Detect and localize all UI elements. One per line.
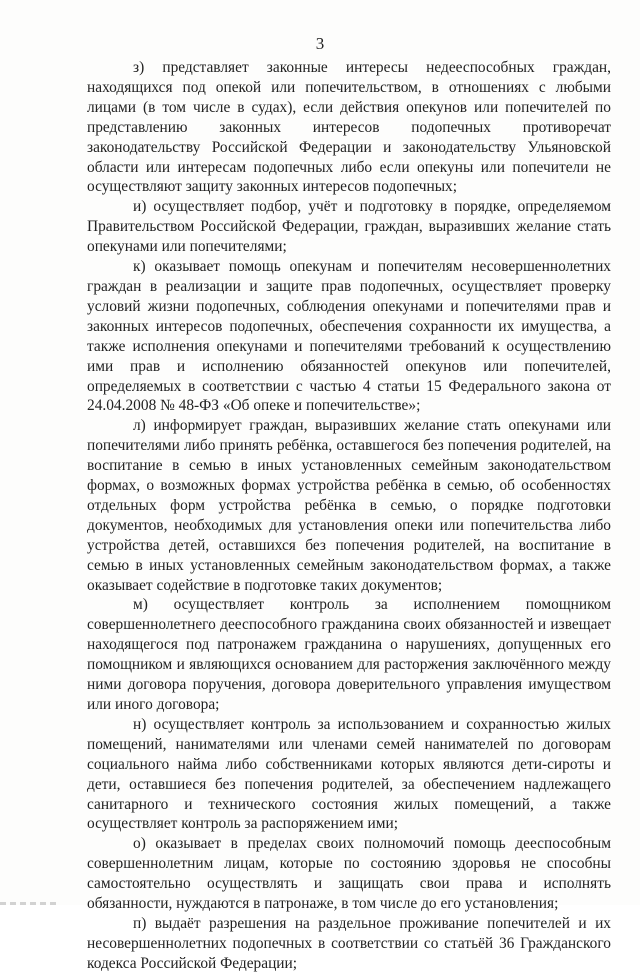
- paragraph-p: п) выдаёт разрешения на раздельное проживание попечителей и их несовершеннолетних подопечных в соответствии со статьёй 36 Гражданского кодекса Российской Федерации;: [87, 914, 611, 972]
- paragraph-z: з) представляет законные интересы недееспособных граждан, находящихся под опекой или попечительством, в отношениях с любыми лицами (в том числе в судах), если действия опекунов или попечителей по представлению законных интересов подопечных противоречат законодательству Российской Федерации и законодательству Ульяновской области или интересам подопечных либо если опекуны или попечители не осуществляют защиту законных интересов подопечных;: [87, 59, 611, 196]
- paragraph-o: о) оказывает в пределах своих полномочий помощь дееспособным совершеннолетним лицам, которые по состоянию здоровья не способны самостоятельно осуществлять и защищать свои права и исполнять обязанности, нуждаются в патронаже, в том числе до его установления;: [87, 835, 611, 913]
- paragraph-k: к) оказывает помощь опекунам и попечителям несовершеннолетних граждан в реализации и защите прав подопечных, осуществляет проверку условий жизни подопечных, соблюдения опекунами и попечителями прав и законных интересов подопечных, обеспечения сохранности их имущества, а также исполнения опекунами и попечителями требований к осуществлению ими прав и исполнению обязанностей опекунов или попечителей, определяемых в соответствии с частью 4 статьи 15 Федерального закона от 24.04.2008 № 48-ФЗ «Об опеке и попечительстве»;: [87, 258, 611, 415]
- document-body: [87, 58, 611, 974]
- paragraph-i: и) осуществляет подбор, учёт и подготовку в порядке, определяемом Правительством Российской Федерации, граждан, выразивших желание стать опекунами или попечителями;: [87, 198, 611, 256]
- paragraph-l: л) информирует граждан, выразивших желание стать опекунами или попечителями либо принять ребёнка, оставшегося без попечения родителей, на воспитание в семью в иных установленных семейным законодательством формах, о возможных формах устройства ребёнка в семью, об особенностях отдельных форм устройства ребёнка в семью, о порядке подготовки документов, необходимых для установления опеки или попечительства либо устройства детей, оставшихся без попечения родителей, на воспитание в семью в иных установленных семейным законодательством формах, а также оказывает содействие в подготовке таких документов;: [87, 417, 611, 594]
- page-number: 3: [315, 34, 325, 53]
- paragraph-m: м) осуществляет контроль за исполнением помощником совершеннолетнего дееспособного гражданина своих обязанностей и извещает находящегося под патронажем гражданина о нарушениях, допущенных его помощником и являющихся основанием для расторжения заключённого между ними договора поручения, договора доверительного управления имуществом или иного договора;: [87, 596, 611, 713]
- paragraph-n: н) осуществляет контроль за использованием и сохранностью жилых помещений, нанимателями или членами семей нанимателей по договорам социального найма либо собственниками которых являются дети-сироты и дети, оставшиеся без попечения родителей, за обеспечением надлежащего санитарного и технического состояния жилых помещений, а также осуществляет контроль за распоряжением ими;: [87, 715, 611, 833]
